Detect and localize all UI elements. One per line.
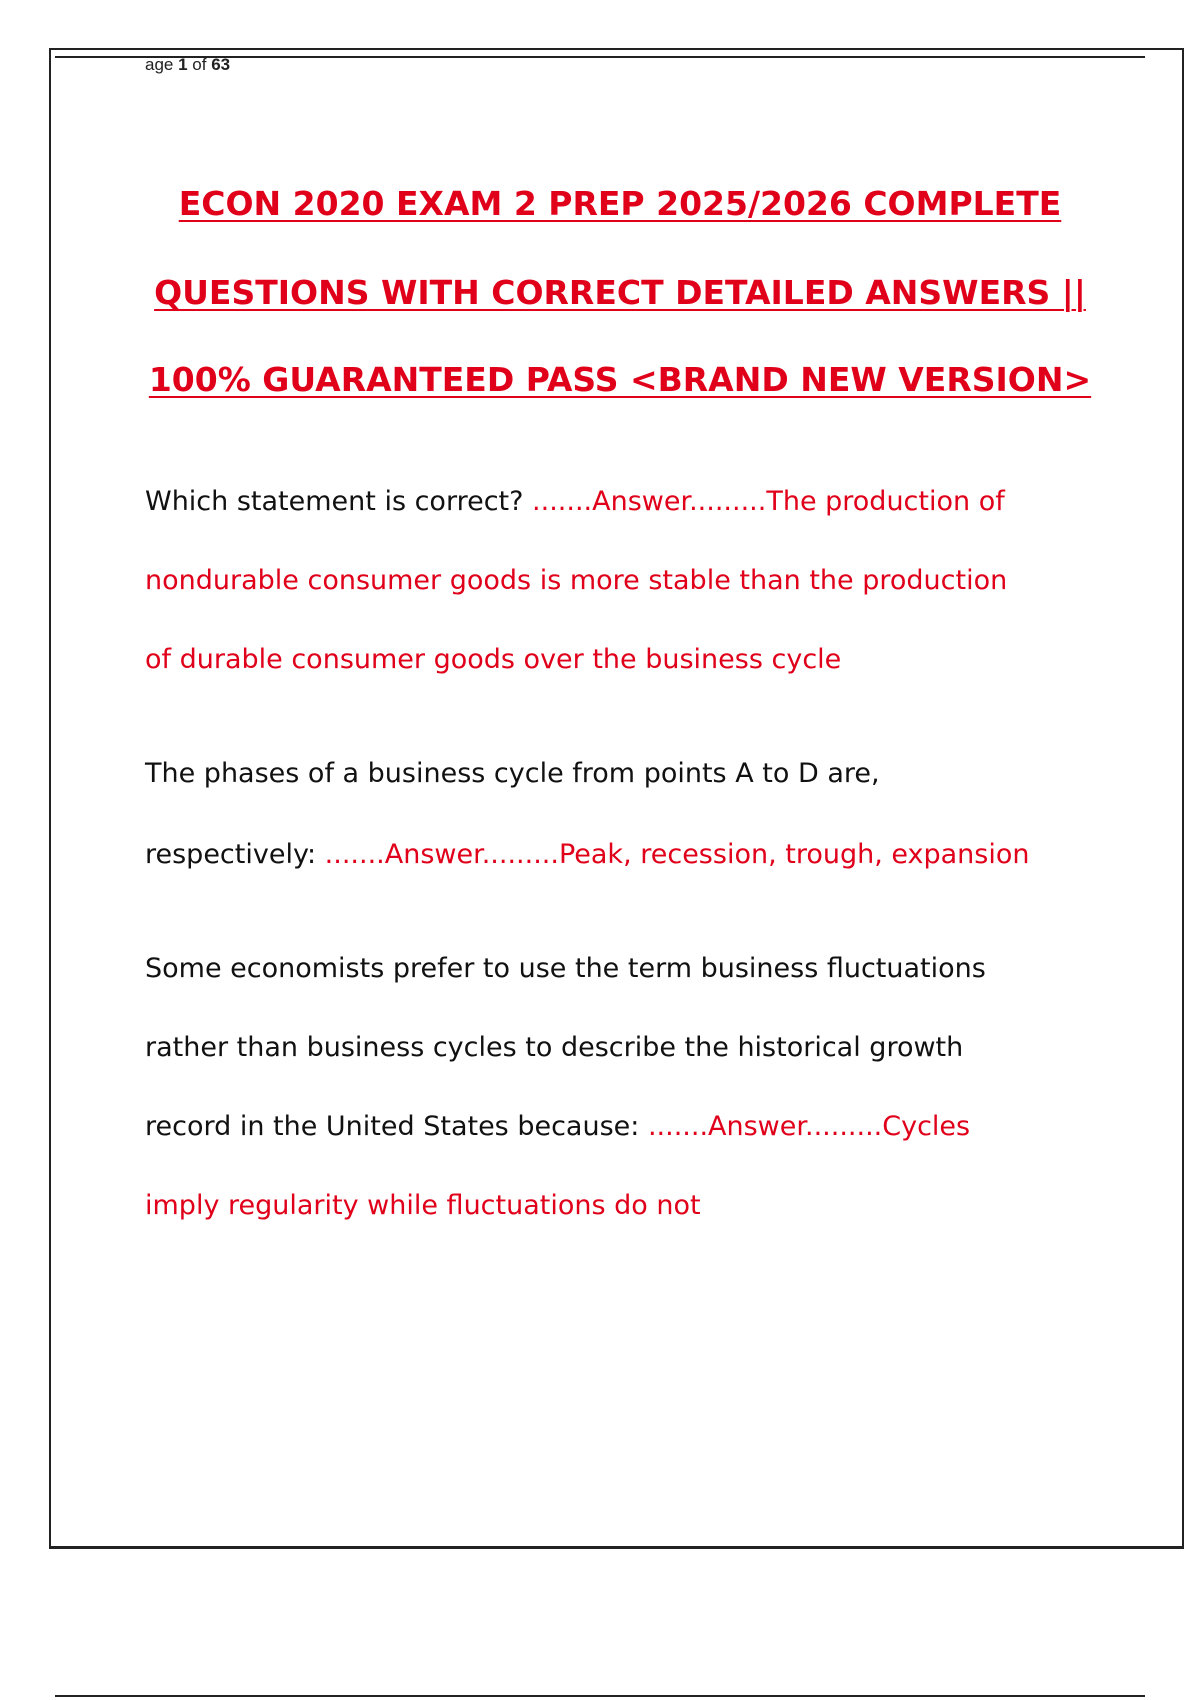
page-current: 1	[178, 55, 188, 74]
qa-3-line-4: imply regularity while fluctuations do not	[145, 1190, 701, 1221]
qa-3-line-3	[145, 1110, 970, 1144]
page-number	[145, 55, 230, 75]
qa-2-answer-1: Peak, recession, trough, expansion	[558, 839, 1030, 870]
title-text-2: QUESTIONS WITH CORRECT DETAILED ANSWERS ||	[154, 273, 1086, 312]
qa-1-answer-1: The production of	[766, 486, 1005, 517]
page-prefix: age	[145, 55, 179, 74]
qa-3-question-3: record in the United States because:	[145, 1111, 648, 1142]
document-title-line-2	[100, 273, 1140, 313]
qa-3-line-1: Some economists prefer to use the term business fluctuations	[145, 953, 986, 984]
qa-3-line-2: rather than business cycles to describe the historical growth	[145, 1032, 964, 1063]
qa-2-answer-marker: .......Answer.........	[324, 839, 559, 870]
document-title-line-3	[100, 360, 1140, 400]
qa-3-answer-1: Cycles	[882, 1111, 971, 1142]
title-text-3: 100% GUARANTEED PASS <BRAND NEW VERSION>	[148, 360, 1092, 399]
page-total: 63	[211, 55, 231, 74]
qa-2-line-1: The phases of a business cycle from points A to D are,	[145, 758, 880, 789]
qa-1-question: Which statement is correct?	[145, 486, 533, 517]
title-text-1: ECON 2020 EXAM 2 PREP 2025/2026 COMPLETE	[178, 184, 1062, 223]
qa-3-answer-marker: .......Answer.........	[647, 1111, 883, 1142]
qa-2-question-2: respectively:	[145, 839, 325, 870]
qa-1-line-3: of durable consumer goods over the business cycle	[145, 644, 842, 675]
document-title-line-1	[100, 184, 1140, 224]
qa-2-line-2	[145, 838, 1030, 872]
qa-1-line-1	[145, 485, 1005, 519]
qa-1-line-2: nondurable consumer goods is more stable than the production	[145, 565, 1008, 596]
page-of: of	[187, 55, 212, 74]
footer-rule	[55, 1695, 1145, 1697]
qa-1-answer-marker: .......Answer.........	[532, 486, 767, 517]
